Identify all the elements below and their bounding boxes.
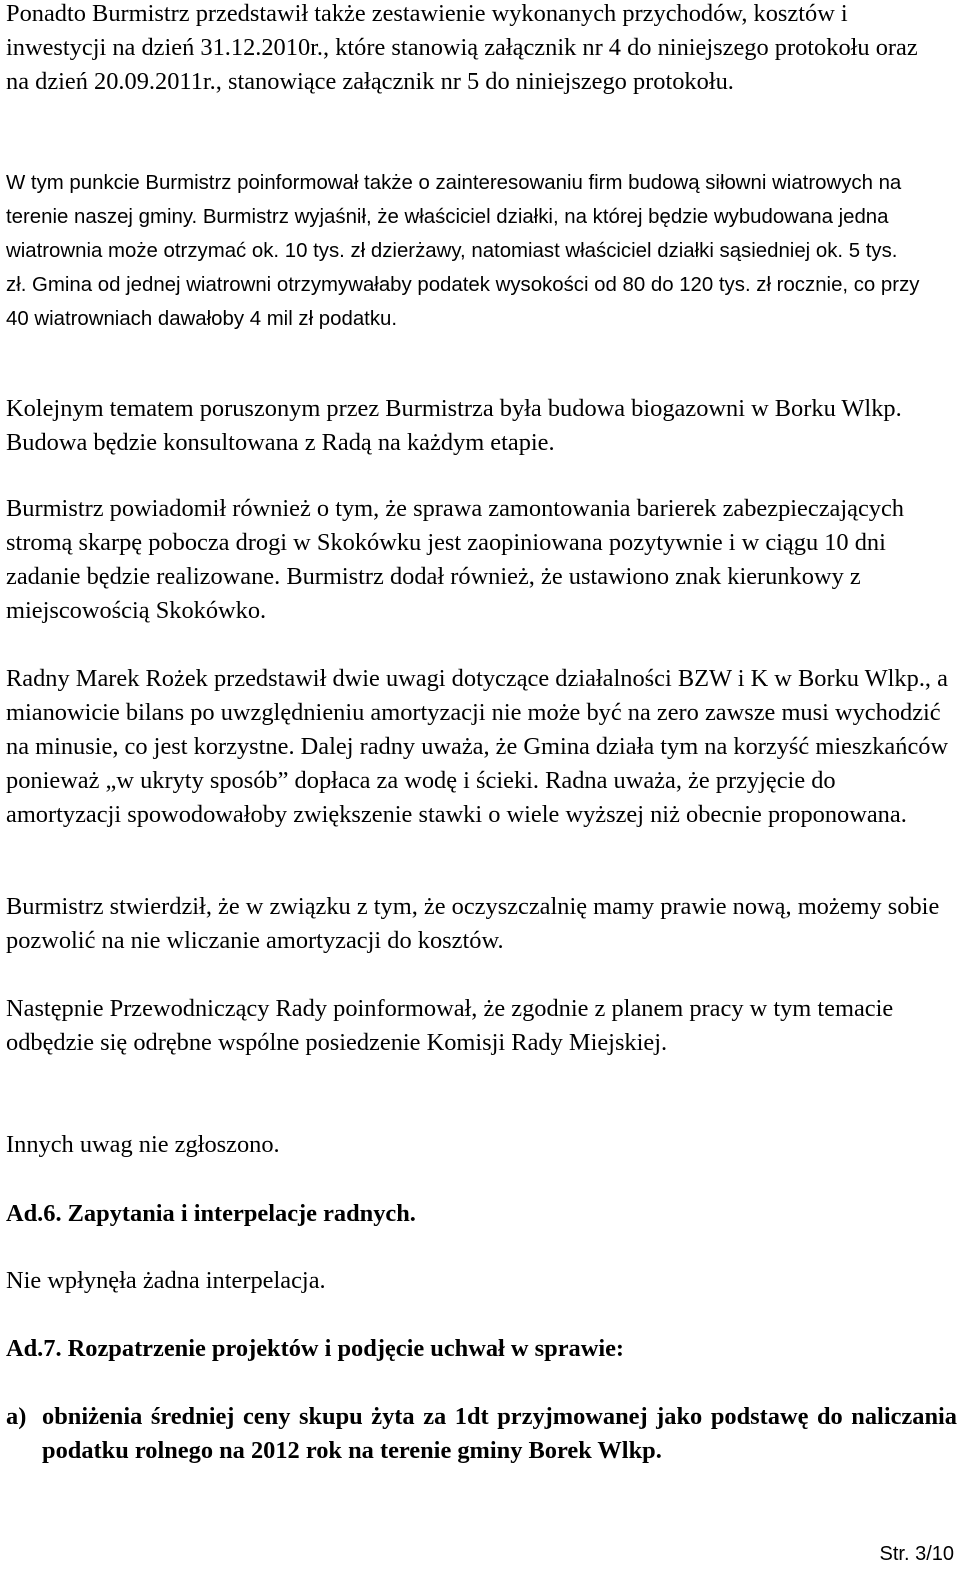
paragraph-no-interpellation: Nie wpłynęła żadna interpelacja. bbox=[6, 1267, 326, 1294]
paragraph-councillor-remarks: Radny Marek Rożek przedstawił dwie uwagi dotyczące działalności BZW i K w Borku Wlkp., a mianowicie bilans po uwzględnieniu amortyzacji nie może być na zero zawsze musi wychodzić na minusie, co jest korzystne. Dalej radny uważa, że Gmina działa tym na korzyść mieszkańców ponieważ „w ukryty sposób” dopłaca za wodę i ścieki. Radna uważa, że przyjęcie do amortyzacji spowodowałoby zwiększenie stawki o wiele wyższej niż obecnie proponowana. bbox=[6, 665, 949, 828]
page-number: Str. 3/10 bbox=[879, 1543, 954, 1565]
list-marker: a) bbox=[6, 1403, 27, 1430]
paragraph-income-statement: Ponadto Burmistrz przedstawił także zestawienie wykonanych przychodów, kosztów i inwestycji na dzień 31.12.2010r., które stanowią załącznik nr 4 do niniejszego protokołu oraz na dzień 20.09.2011r., stanowiące załącznik nr 5 do niniejszego protokołu. bbox=[6, 0, 918, 95]
paragraph-treatment-plant: Burmistrz stwierdził, że w związku z tym, że oczyszczalnię mamy prawie nową, możemy sobie pozwolić na nie wliczanie amortyzacji do kosztów. bbox=[6, 893, 940, 954]
list-item-text: obniżenia średniej ceny skupu żyta za 1dt przyjmowanej jako podstawę do naliczania podatku rolnego na 2012 rok na terenie gminy Borek Wlkp. bbox=[42, 1403, 957, 1464]
list-item-a bbox=[6, 1400, 957, 1468]
heading-ad7: Ad.7. Rozpatrzenie projektów i podjęcie uchwał w sprawie: bbox=[6, 1335, 625, 1362]
paragraph-biogas-plant: Kolejnym tematem poruszonym przez Burmistrza była budowa biogazowni w Borku Wlkp. Budowa będzie konsultowana z Radą na każdym etapie. bbox=[6, 395, 902, 456]
paragraph-no-remarks: Innych uwag nie zgłoszono. bbox=[6, 1131, 280, 1158]
paragraph-committee-meeting: Następnie Przewodniczący Rady poinformował, że zgodnie z planem pracy w tym temacie odbędzie się odrębne wspólne posiedzenie Komisji Rady Miejskiej. bbox=[6, 995, 894, 1056]
heading-ad6: Ad.6. Zapytania i interpelacje radnych. bbox=[6, 1200, 416, 1227]
paragraph-road-barriers: Burmistrz powiadomił również o tym, że sprawa zamontowania barierek zabezpieczających stromą skarpę pobocza drogi w Skokówku jest zaopiniowana pozytywnie i w ciągu 10 dni zadanie będzie realizowane. Burmistrz dodał również, że ustawiono znak kierunkowy z miejscowością Skokówko. bbox=[6, 495, 904, 624]
paragraph-wind-farms: W tym punkcie Burmistrz poinformował także o zainteresowaniu firm budową siłowni wiatrowych na terenie naszej gminy. Burmistrz wyjaśnił, że właściciel działki, na której będzie wybudowana jedna wiatrownia może otrzymać ok. 10 tys. zł dzierżawy, natomiast właściciel działki sąsiedniej ok. 5 tys. zł. Gmina od jednej wiatrowni otrzymywałaby podatek wysokości od 80 do 120 tys. zł rocznie, co przy 40 wiatrowniach dawałoby 4 mil zł podatku. bbox=[6, 172, 920, 330]
